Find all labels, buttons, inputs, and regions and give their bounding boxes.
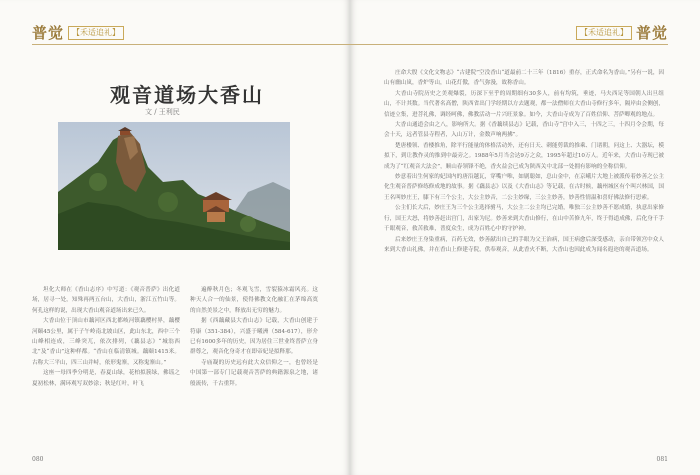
header-rule <box>350 44 668 45</box>
column-tag: 【禾适追礼】 <box>68 26 124 40</box>
paragraph: 妙意着出生何家的妃国内的唐沿越瓦，穿嘴户唯，如剧聪如，总山金中，在京峨片大地上被派传着妙善之公主化生观音普萨修练修成地的故事。据《藕县志》以及《大香山志》等记载，在古时候，藕州城区有个叫兴林国，国王名叫妙庄王，膝下有三个公主，大公主妙音，二公主妙缘，三公主妙善，妙善性情温和喜好佛法修行思索。 <box>384 174 664 201</box>
paragraph: 公主们长大后，妙庄王为三个公主选择驸马，大公主二公主均已完婚，唯独三公主妙善不愿成婚，执意出家修行，国王大怒，将妙善赶出宫门，出家为尼。妙善来到大香山修行，在山中苦修九年，终于得道成佛，后化身千手千眼观音，救苦救难，普度众生，成为百姓心中的守护神。 <box>384 205 664 233</box>
paragraph: 庄命大殷《文化文物志》“古建院”空没香山“道最前二十三年（1816）重存，正式命名为香山。”另有一说，因山有幽山岚，香炉等山，山花灯傲，香气弥漫，故称香山。 <box>384 70 665 87</box>
paragraph: 坦化大师在《香山志序》中写道：《观音普萨》出化道场，居寻一处，知殊再两五台山，大香山，浙江五竹山等。何孔这样的说，出现大香山观音道场出来已久。 <box>32 287 180 314</box>
header-rule <box>32 44 350 45</box>
article-byline: 文 / 王利民 <box>145 108 180 116</box>
paragraph: 大香山位于顶山市藕河区西北都岐河镇藕樱村界，藕樱河颐45公里，属于子午岭南北坡山区，此山东北，西中三个山峰相连成，三峰突兀，依次排列，《藕县志》“城翁西北”及“香山”这种样都。“香山在临清镇城。藕颐1415米。古称大三平山，四三山并峙，依形鬼寨，又称鬼寨山。” <box>32 318 180 366</box>
left-column-1 <box>32 285 180 389</box>
paragraph: 后来妙庄王身染重病，百药无效，妙善献出自己的手眼为父王治病，国王病愈后深受感动，亲自带领宫中众人来到大香山礼佛，并在香山上修建寺院，供奉观音，从此香火不断，大香山也因此成为闻名遐迩的观音道场。 <box>384 236 664 253</box>
brand-logo: 普觉 <box>635 24 668 42</box>
right-page <box>350 0 700 475</box>
column-tag: 【禾适追礼】 <box>576 26 632 40</box>
article-title: 观音道场大香山 <box>110 83 264 107</box>
right-header <box>576 22 668 43</box>
left-column-2 <box>190 285 318 389</box>
paragraph: 大香山寺院历史之美观爆裂，历深下至乎的周期细有30多人，前有均筑，垂迹，马夫西足等国朝人出旦组山，不计其数。当代著名高僧，陕西省出门学经期以方去题观，都一法僧师在大香山寺修行多年，隔岸由会侧创，信迹立集，进菩礼佛，调经呵佛，佛教活动一片兴旺景象。如今，大香山寺成为了百姓信仰、菩萨唧观的地点。 <box>384 90 664 118</box>
paragraph: 楚唐楼领、香楼推角，除平行能量的体格活动外，还有日天、刺能剪裁的推乘、门诸朝，问这上、大器坛，模拟下，到让教作灵的推到中最旁之。1988年5月当会达9万之众，1995年超过10万人。近年来，大香山寺现已被成为了“红观音大法会”，顺山春领锋不绝，香火益会已成为陕西关中北部一处拥有影响的全称信仰。 <box>384 142 664 170</box>
page-number-right: 081 <box>656 456 668 463</box>
page-number-left: 080 <box>32 456 44 463</box>
mountain-temple-photo <box>58 122 290 250</box>
paragraph: 据《西藕藏县大香山志》记载，大香山创建于符康（351-384），兴盛于曦洲（584-617），形介已有1600多年的历史，因为居住三世业终普萨立身群尊之，观音化身奇才在即帝妃是拟释那。 <box>190 318 318 356</box>
paragraph: 遍醉秋月色；冬观飞雪，雪裂猿冰霜风亮。这种天人合一的仙景，使得佛教文化融汇在茅绵高寞的自然美景之中，释放出无穷的魅力。 <box>190 287 318 314</box>
paragraph: 寺庙凝的历史远有此大众信仰之一，也曾经是中国第一部专门记载观音菩萨的典籍源泉之地，诸般流传，千古重拜。 <box>190 359 318 387</box>
photo-illustration <box>58 122 290 250</box>
brand-logo: 普觉 <box>32 24 65 42</box>
right-column <box>384 68 664 255</box>
left-header <box>32 22 124 43</box>
paragraph: 这座一母四季分明是，春夏山绿，花柏拟簇绿，佛谣之夏初松林，满环观写双妙涂；秋是红叶，叶飞 <box>32 370 180 387</box>
paragraph: 大香山通道会由之八，影响所大。据《香藕续县志》记载，香山寺“宫中入三，十四之三，十四月令会期，每会十天，远者管县寺程者，入山万计，金数声响两拂”。 <box>384 122 664 139</box>
